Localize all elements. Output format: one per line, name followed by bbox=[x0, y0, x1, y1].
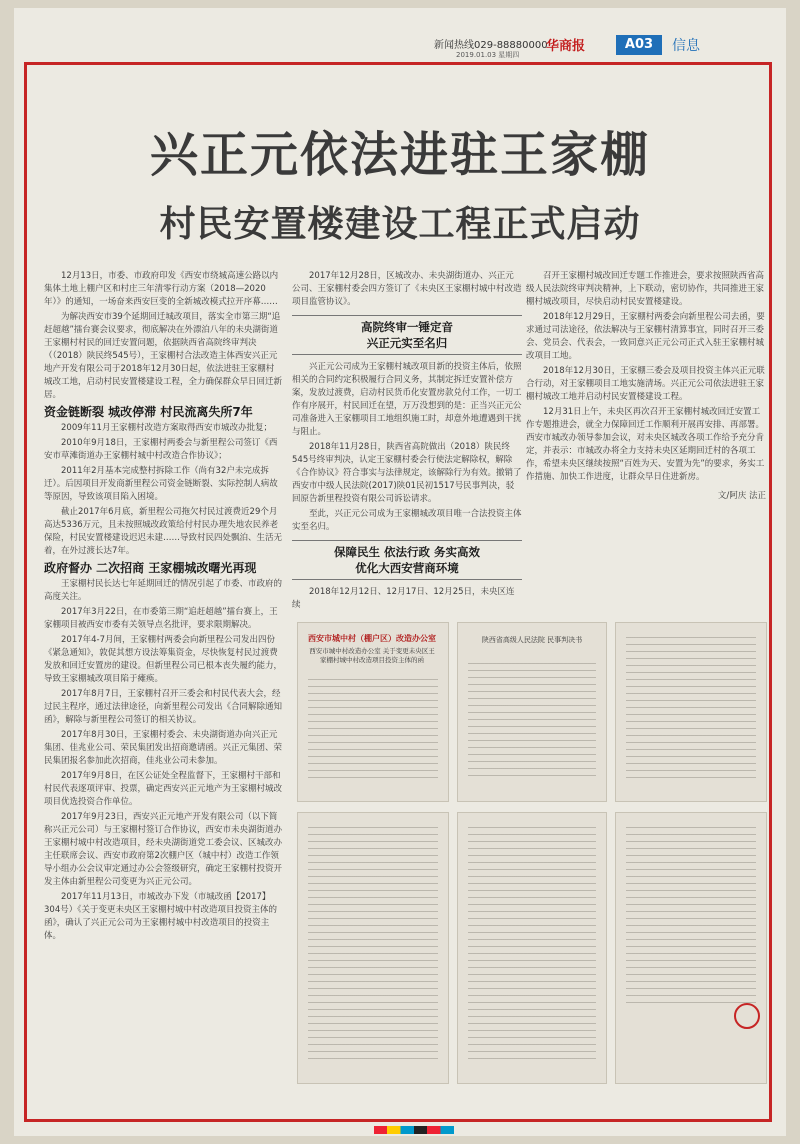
court-seal-icon bbox=[734, 1003, 760, 1029]
judgment-header: 陕西省高级人民法院 民事判决书 bbox=[481, 636, 583, 644]
article-column-3 bbox=[526, 270, 766, 505]
paragraph: 12月31日上午，未央区再次召开王家棚村城改回迁安置工作专题推进会，就全力保障回迁工作顺利开展再安排、再部署。西安市城改办领导参加会议，对未央区城改各项工作给予充分肯定，并表示：市城改办将全力支持未央区延期回迁村的各项工作，希望未央区继续按照“百姓为天、安置为先”的要求，务实工作措施、加快工作进度，让群众早日住进新房。 bbox=[526, 407, 765, 482]
court-judgment-page-5 bbox=[615, 812, 767, 1084]
paragraph: 召开王家棚村城改回迁专题工作推进会，要求按照陕西省高级人民法院终审判决精神，上下联动，密切协作，共同推进王家棚村城改项目，尽快启动村民安置楼建设。 bbox=[526, 271, 765, 307]
text-lines bbox=[468, 827, 596, 1063]
paragraph: 2009年11月王家棚村改造方案取得西安市城改办批复； bbox=[61, 423, 272, 433]
section-heading-box bbox=[292, 315, 522, 355]
text-lines bbox=[626, 827, 756, 1003]
letter-header: 西安市城中村（棚户区）改造办公室 bbox=[308, 634, 436, 643]
paragraph: 至此，兴正元公司成为王家棚城改项目唯一合法投资主体实至名归。 bbox=[292, 509, 522, 532]
paragraph: 2017年8月7日，王家棚村召开三委会和村民代表大会，经过民主程序，通过法律途径，向新里程公司发出《合同解除通知函》，解除与新里程公司签订的相关协议。 bbox=[44, 689, 283, 725]
court-judgment-page-3 bbox=[297, 812, 449, 1084]
text-lines bbox=[626, 637, 756, 781]
print-color-bar bbox=[374, 1126, 454, 1134]
text-lines bbox=[308, 679, 438, 781]
paragraph: 2017年3月22日，在市委第三期“追赶超越”擂台赛上，王家棚项目被西安市委有关领导点名批评，要求限期解决。 bbox=[44, 607, 278, 630]
article-column-1 bbox=[44, 270, 282, 945]
paragraph: 2010年9月18日，王家棚村两委会与新里程公司签订《西安市草滩街道办王家棚村城中村改造合作协议》； bbox=[44, 438, 278, 461]
section-heading-box bbox=[292, 540, 522, 580]
page-number: A03 bbox=[616, 35, 662, 55]
court-judgment-page-4 bbox=[457, 812, 607, 1084]
newspaper-page bbox=[14, 8, 786, 1136]
official-letter-image bbox=[297, 622, 449, 802]
paragraph: 2017年12月28日，区城改办、未央湖街道办、兴正元公司、王家棚村委会四方签订了《未央区王家棚村城中村改造项目监管协议》。 bbox=[292, 271, 522, 307]
paragraph: 2017年9月8日，在区公证处全程监督下，王家棚村干部和村民代表逐项评审、投票，确定西安兴正元地产为王家棚村城改项目优选投资合作单位。 bbox=[44, 771, 283, 807]
paragraph: 12月13日，市委、市政府印发《西安市绕城高速公路以内集体土地上棚户区和村庄三年清零行动方案（2018—2020年）》的通知，一场奋来西安巨变的全新城改模式拉开序幕…… bbox=[44, 271, 279, 307]
heading-line: 兴正元实至名归 bbox=[366, 336, 448, 350]
paragraph: 2011年2月基本完成整村拆除工作（尚有32户未完成拆迁）。后因项目开发商新里程公司资金链断裂、实际控制人病故等原因，导致该项目陷入困境。 bbox=[44, 466, 278, 502]
paragraph: 2018年12月30日，王家棚三委会及项目投资主体兴正元联合行动，对王家棚项目工地实施清场。兴正元公司依法进驻王家棚村城改工地并启动村民安置楼建设工程。 bbox=[526, 366, 765, 402]
byline: 文/阿庆 法正 bbox=[717, 491, 766, 501]
headline-sub: 村民安置楼建设工程正式启动 bbox=[159, 203, 641, 245]
section-heading: 政府督办 二次招商 王家棚城改曙光再现 bbox=[44, 561, 257, 575]
paragraph: 2017年4-7月间，王家棚村两委会向新里程公司发出四份《紧急通知》，敦促其想方设法筹集资金，尽快恢复村民过渡费发放和回迁安置房的建设。但新里程公司已根本丧失履约能力，导致王家棚城改项目陷于瘫痪。 bbox=[44, 635, 283, 684]
court-judgment-page-1 bbox=[457, 622, 607, 802]
headline-main: 兴正元依法进驻王家棚 bbox=[149, 127, 650, 183]
document-photos bbox=[297, 614, 767, 1104]
letter-subheader: 西安市城中村改造办公室 关于变更未央区王家棚村城中村改造项目投资主体的函 bbox=[309, 647, 435, 664]
heading-line: 保障民生 依法行政 务实高效 bbox=[333, 545, 480, 559]
paragraph: 2017年11月13日，市城改办下发（市城改函【2017】304号）《关于变更未央区王家棚村城中村改造项目投资主体的函》，确认了兴正元公司为王家棚村城中村改造项目的投资主体。 bbox=[44, 892, 277, 941]
section-heading: 资金链断裂 城改停滞 村民流离失所7年 bbox=[44, 405, 253, 419]
paragraph: 截止2017年6月底，新里程公司拖欠村民过渡费近29个月高达5336万元，且未按照城改政策给付村民办理失地农民养老保险，村民安置楼建设迟迟未建……导致村民四处飘泊、生活无着，在外过渡长达7年。 bbox=[44, 507, 283, 556]
paragraph: 2018年12月12日、12月17日、12月25日，未央区连续 bbox=[292, 587, 515, 610]
section-name: 信息 bbox=[672, 38, 700, 54]
paragraph: 2018年11月28日，陕西省高院做出（2018）陕民终545号终审判决，认定王家棚村委会行使法定解除权，解除《合作协议》符合事实与法律规定，该解除行为有效。撤销了西安市中级人民法院(2017)陕01民初1517号民事判决，驳回原告新里程投资有限公司诉讼请求。 bbox=[292, 442, 522, 504]
hotline: 新闻热线029-88880000 bbox=[434, 40, 548, 51]
court-judgment-page-2 bbox=[615, 622, 767, 802]
paragraph: 2018年12月29日，王家棚村两委会向新里程公司去函，要求通过司法途径，依法解决与王家棚村清算事宜，同时召开三委会、党员会、代表会，一致同意兴正元公司正式入驻王家棚村城改项目工地。 bbox=[526, 312, 765, 361]
issue-date: 2019.01.03 星期四 bbox=[456, 51, 520, 59]
heading-line: 优化大西安营商环境 bbox=[355, 561, 459, 575]
text-lines bbox=[308, 827, 438, 1063]
paragraph: 2017年9月23日，西安兴正元地产开发有限公司（以下简称兴正元公司）与王家棚村签订合作协议，西安市未央湖街道办王家棚村城中村改造项目，经未央湖街道党工委会议、区城改办主任联席会议、西安市政府第2次棚户区（城中村）改造工作领导小组办公会议审定通过办公会签级研究，确定王家棚村投资开发主体由新里程公司变更为兴正元公司。 bbox=[44, 812, 283, 887]
paragraph: 兴正元公司成为王家棚村城改项目新的投资主体后，依照相关的合同约定积极履行合同义务，其制定拆迁安置补偿方案，发放过渡费，启动村民货币化安置房款兑付工作，一切工作有序展开，村民回迁在望，万万没想到的是：正当兴正元公司准备进入王家棚项目工地组织施工时，却意外地遭遇到干扰与阻止。 bbox=[292, 362, 522, 437]
article-column-2 bbox=[292, 270, 522, 614]
text-lines bbox=[468, 663, 596, 781]
newspaper-logo: 华商报 bbox=[546, 39, 586, 54]
masthead bbox=[14, 8, 786, 60]
paragraph: 2017年8月30日，王家棚村委会、未央湖街道办向兴正元集团、佳兆业公司、荣民集团发出招商邀请函。兴正元集团、荣民集团报名参加此次招商，佳兆业公司未参加。 bbox=[44, 730, 283, 766]
paragraph: 王家棚村民长达七年延期回迁的情况引起了市委、市政府的高度关注。 bbox=[44, 579, 283, 602]
paragraph: 为解决西安市39个延期回迁城改项目，落实全市第三期“追赶超越”擂台赛会议要求，彻底解决在外漂泊八年的未央湖街道王家棚村村民的回迁安置问题，依据陕西省高院终审判决（（2018）陕民终545号），王家棚村合法改造主体西安兴正元地产开发有限公司于2018年12月30日起，依法进驻王家棚村城改工地，启动村民安置楼建设工程，全力确保群众早日回迁新居。 bbox=[44, 312, 283, 400]
heading-line: 高院终审一锤定音 bbox=[361, 320, 453, 334]
